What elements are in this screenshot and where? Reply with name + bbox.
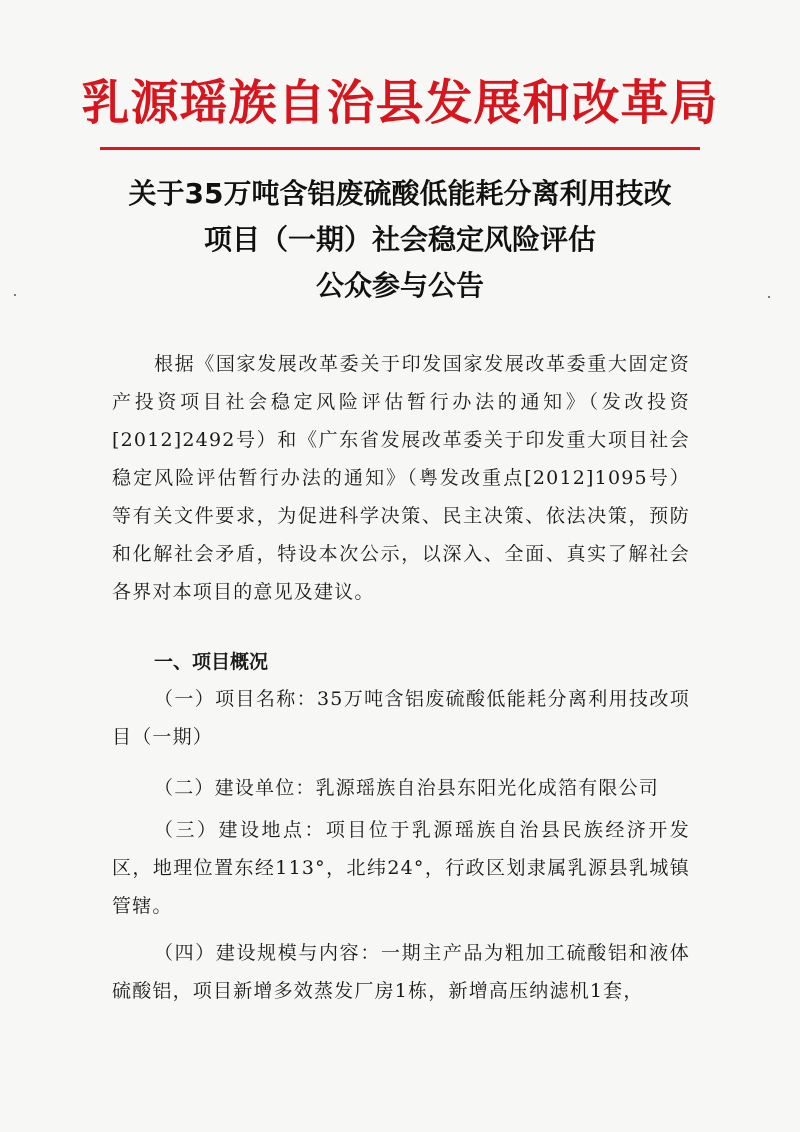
document-title-line-2: 项目（一期）社会稳定风险评估 xyxy=(203,223,596,256)
issuing-organization: 乳源瑶族自治县发展和改革局 xyxy=(81,75,719,131)
document-title-line-1: 关于35万吨含铝废硫酸低能耗分离利用技改 xyxy=(128,177,672,210)
intro-paragraph: 根据《国家发展改革委关于印发国家发展改革委重大固定资产投资项目社会稳定风险评估暂行办法的通知》（发改投资[2012]2492号）和《广东省发展改革委关于印发重大项目社会稳定风险评估暂行办法的通知》（粤发改重点[2012]1095号）等有关文件要求，为促进科学决策、民主决策、依法决策，预防和化解社会矛盾，特设本次公示，以深入、全面、真实了解社会各界对本项目的意见及建议。 xyxy=(112,353,690,603)
item-construction-site: （三）建设地点：项目位于乳源瑶族自治县民族经济开发区，地理位置东经113°，北纬24°，行政区划隶属乳源县乳城镇管辖。 xyxy=(112,819,690,917)
item-construction-unit: （二）建设单位：乳源瑶族自治县东阳光化成箔有限公司 xyxy=(154,777,660,799)
item-construction-scale: （四）建设规模与内容：一期主产品为粗加工硫酸铝和液体硫酸铝，项目新增多效蒸发厂房1栋，新增高压纳滤机1套， xyxy=(112,942,690,1002)
scan-speck xyxy=(14,294,16,296)
document-title-line-3: 公众参与公告 xyxy=(315,269,484,302)
scan-speck xyxy=(768,296,770,298)
item-project-name: （一）项目名称：35万吨含铝废硫酸低能耗分离利用技改项目（一期） xyxy=(112,688,690,748)
red-header-rule xyxy=(100,147,700,150)
section-heading-project-overview: 一、项目概况 xyxy=(154,651,269,673)
